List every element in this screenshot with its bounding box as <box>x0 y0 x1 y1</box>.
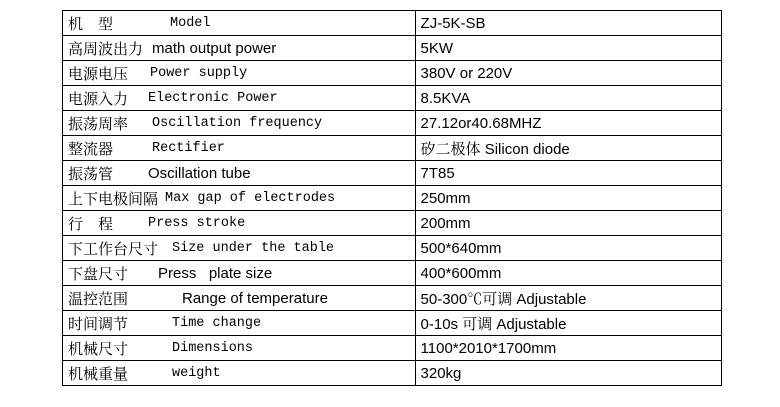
label-cn: 振荡周率 <box>68 115 129 133</box>
table-row-dimensions <box>63 336 722 361</box>
value-cell: 320kg <box>415 361 721 386</box>
label-en: Size under the table <box>172 240 335 256</box>
value-cell: 5KW <box>415 36 721 61</box>
label-cn: 电源电压 <box>68 65 129 83</box>
label-cn: 整流器 <box>68 140 114 158</box>
value-cell: 27.12or40.68MHZ <box>415 111 721 136</box>
label-en: Model <box>170 15 211 31</box>
label-cell <box>63 236 416 261</box>
table-row-output-power <box>63 36 722 61</box>
table-row-press-plate-size <box>63 261 722 286</box>
label-cn: 机械尺寸 <box>68 340 129 358</box>
table-row-oscillation-tube <box>63 161 722 186</box>
table-row-power-supply <box>63 61 722 86</box>
table-row-model <box>63 11 722 36</box>
value-cell: 500*640mm <box>415 236 721 261</box>
label-cell <box>63 111 416 136</box>
label-cell <box>63 286 416 311</box>
label-en: Press stroke <box>148 215 246 231</box>
label-cn: 振荡管 <box>68 165 114 183</box>
table-row-time-change <box>63 311 722 336</box>
table-row-temperature-range <box>63 286 722 311</box>
table-row-weight <box>63 361 722 386</box>
value-cell: 0-10s 可调 Adjustable <box>415 311 721 336</box>
label-cell <box>63 336 416 361</box>
label-cell <box>63 136 416 161</box>
value-cell: 矽二极体 Silicon diode <box>415 136 721 161</box>
label-cn: 高周波出力 <box>68 40 144 58</box>
value-cell: 250mm <box>415 186 721 211</box>
label-cn: 上下电极间隔 <box>68 190 159 208</box>
label-cell <box>63 61 416 86</box>
label-en: Range of temperature <box>182 289 328 307</box>
label-cell <box>63 161 416 186</box>
label-en: Power supply <box>150 65 248 81</box>
table-row-oscillation-frequency <box>63 111 722 136</box>
label-cn: 时间调节 <box>68 315 129 333</box>
label-en: Time change <box>172 315 262 331</box>
label-cell <box>63 261 416 286</box>
label-en: Dimensions <box>172 340 254 356</box>
value-cell: 8.5KVA <box>415 86 721 111</box>
label-cell <box>63 361 416 386</box>
label-en: Oscillation tube <box>148 164 251 182</box>
value-cell: 380V or 220V <box>415 61 721 86</box>
label-en: Rectifier <box>152 140 225 156</box>
label-en: Max gap of electrodes <box>165 190 336 206</box>
value-cell: 50-300℃可调 Adjustable <box>415 286 721 311</box>
label-en: Oscillation frequency <box>152 115 323 131</box>
table-row-press-stroke <box>63 211 722 236</box>
label-cn: 机 型 <box>68 15 114 33</box>
value-cell: 1100*2010*1700mm <box>415 336 721 361</box>
label-cell <box>63 311 416 336</box>
label-cn: 温控范围 <box>68 290 129 308</box>
table-row-size-under-table <box>63 236 722 261</box>
label-en: Electronic Power <box>148 90 278 106</box>
label-cn: 电源入力 <box>68 90 129 108</box>
value-cell: ZJ-5K-SB <box>415 11 721 36</box>
label-cell <box>63 11 416 36</box>
label-cn: 下工作台尺寸 <box>68 240 159 258</box>
table-row-rectifier <box>63 136 722 161</box>
label-cell <box>63 186 416 211</box>
spec-table <box>62 10 722 386</box>
label-cn: 机械重量 <box>68 365 129 383</box>
table-row-electronic-power <box>63 86 722 111</box>
table-row-max-gap <box>63 186 722 211</box>
label-en: Press plate size <box>158 264 273 282</box>
label-cn: 行 程 <box>68 215 114 233</box>
label-cell <box>63 86 416 111</box>
label-en: math output power <box>152 39 277 57</box>
label-en: weight <box>172 365 221 381</box>
value-cell: 400*600mm <box>415 261 721 286</box>
label-cell <box>63 211 416 236</box>
label-cn: 下盘尺寸 <box>68 265 129 283</box>
label-cell <box>63 36 416 61</box>
value-cell: 200mm <box>415 211 721 236</box>
value-cell: 7T85 <box>415 161 721 186</box>
